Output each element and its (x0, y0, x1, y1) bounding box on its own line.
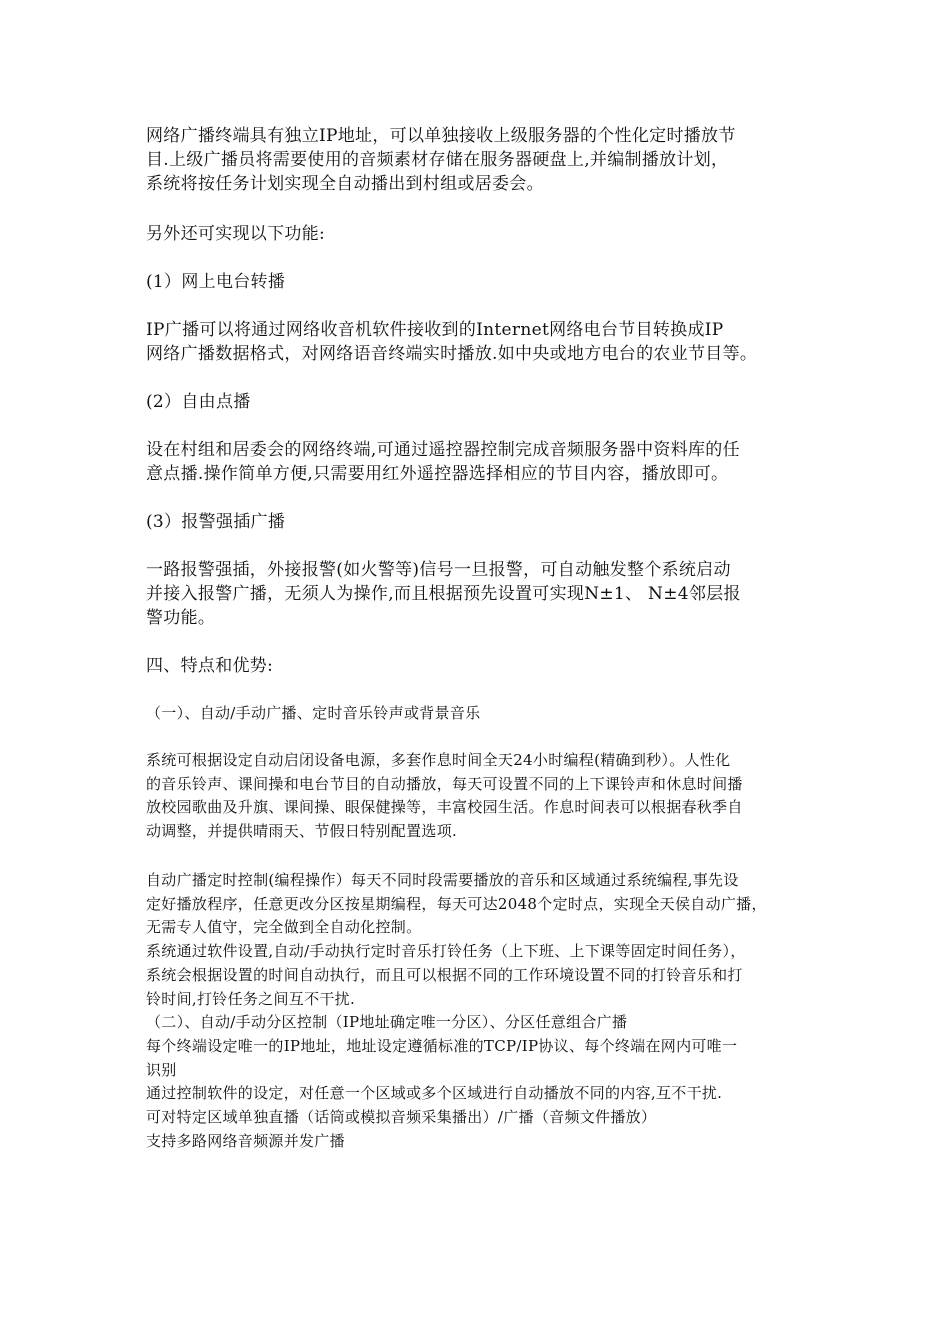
auto-broadcast-paragraph: 系统可根据设定自动启闭设备电源，多套作息时间全天24小时编程(精确到秒）。人性化 的音乐铃声、课间操和电台节目的自动播放，每天可设置不同的上下课铃声和休息时间播 放校园歌曲及升旗、课间操、眼保健操等，丰富校园生活。作息时间表可以根据春秋季自 动调整，并提供晴雨天、节假日特别配置选项. (146, 751, 743, 841)
section-heading-features: 四、特点和优势: (146, 656, 274, 676)
free-on-demand-paragraph: 设在村组和居委会的网络终端,可通过遥控器控制完成音频服务器中资料库的任 意点播.操作简单方便,只需要用红外遥控器选择相应的节目内容，播放即可。 (146, 440, 740, 484)
subsection-heading-auto-broadcast: （一）、自动/手动广播、定时音乐铃声或背景音乐 (146, 704, 481, 722)
timed-control-paragraph: 自动广播定时控制(编程操作）每天不同时段需要播放的音乐和区域通过系统编程,事先设 定好播放程序，任意更改分区按星期编程，每天可达2048个定时点，实现全天侯自动广播， 无需专人值守，完全做到全自动化控制。 系统通过软件设置,自动/手动执行定时音乐打铃任务（上下班、上下课等固定时间任务）， 系统会根据设置的时间自动执行，而且可以根据不同的工作环境设置不同的打铃音乐和打 铃时间,打铃任务之间互不干扰. （二）、自动/手动分区控制（IP地址确定唯一分区）、分区任意组合广播 每个终端设定唯一的IP地址，地址设定遵循标准的TCP/IP协议、每个终端在网内可唯一 识别 通过控制软件的设定，对任意一个区域或多个区域进行自动播放不同的内容,互不干扰. 可对特定区域单独直播（话筒或模拟音频采集播出）/广播（音频文件播放） 支持多路网络音频源并发广播 (146, 871, 767, 1150)
section-heading-free-on-demand: (2）自由点播 (146, 392, 251, 412)
alarm-paragraph: 一路报警强插，外接报警(如火警等)信号一旦报警，可自动触发整个系统启动 并接入报警广播，无须人为操作,而且根据预先设置可实现N±1、 N±4邻层报 警功能。 (146, 560, 741, 628)
online-radio-paragraph: IP广播可以将通过网络收音机软件接收到的Internet网络电台节目转换成IP 网络广播数据格式，对网络语音终端实时播放.如中央或地方电台的农业节目等。 (146, 320, 758, 364)
functions-intro: 另外还可实现以下功能: (146, 224, 326, 244)
intro-paragraph: 网络广播终端具有独立IP地址，可以单独接收上级服务器的个性化定时播放节 目.上级广播员将需要使用的音频素材存储在服务器硬盘上,并编制播放计划， 系统将按任务计划实现全自动播出到村组或居委会。 (146, 126, 736, 194)
section-heading-alarm: (3）报警强插广播 (146, 512, 286, 532)
section-heading-online-radio: (1）网上电台转播 (146, 272, 286, 292)
